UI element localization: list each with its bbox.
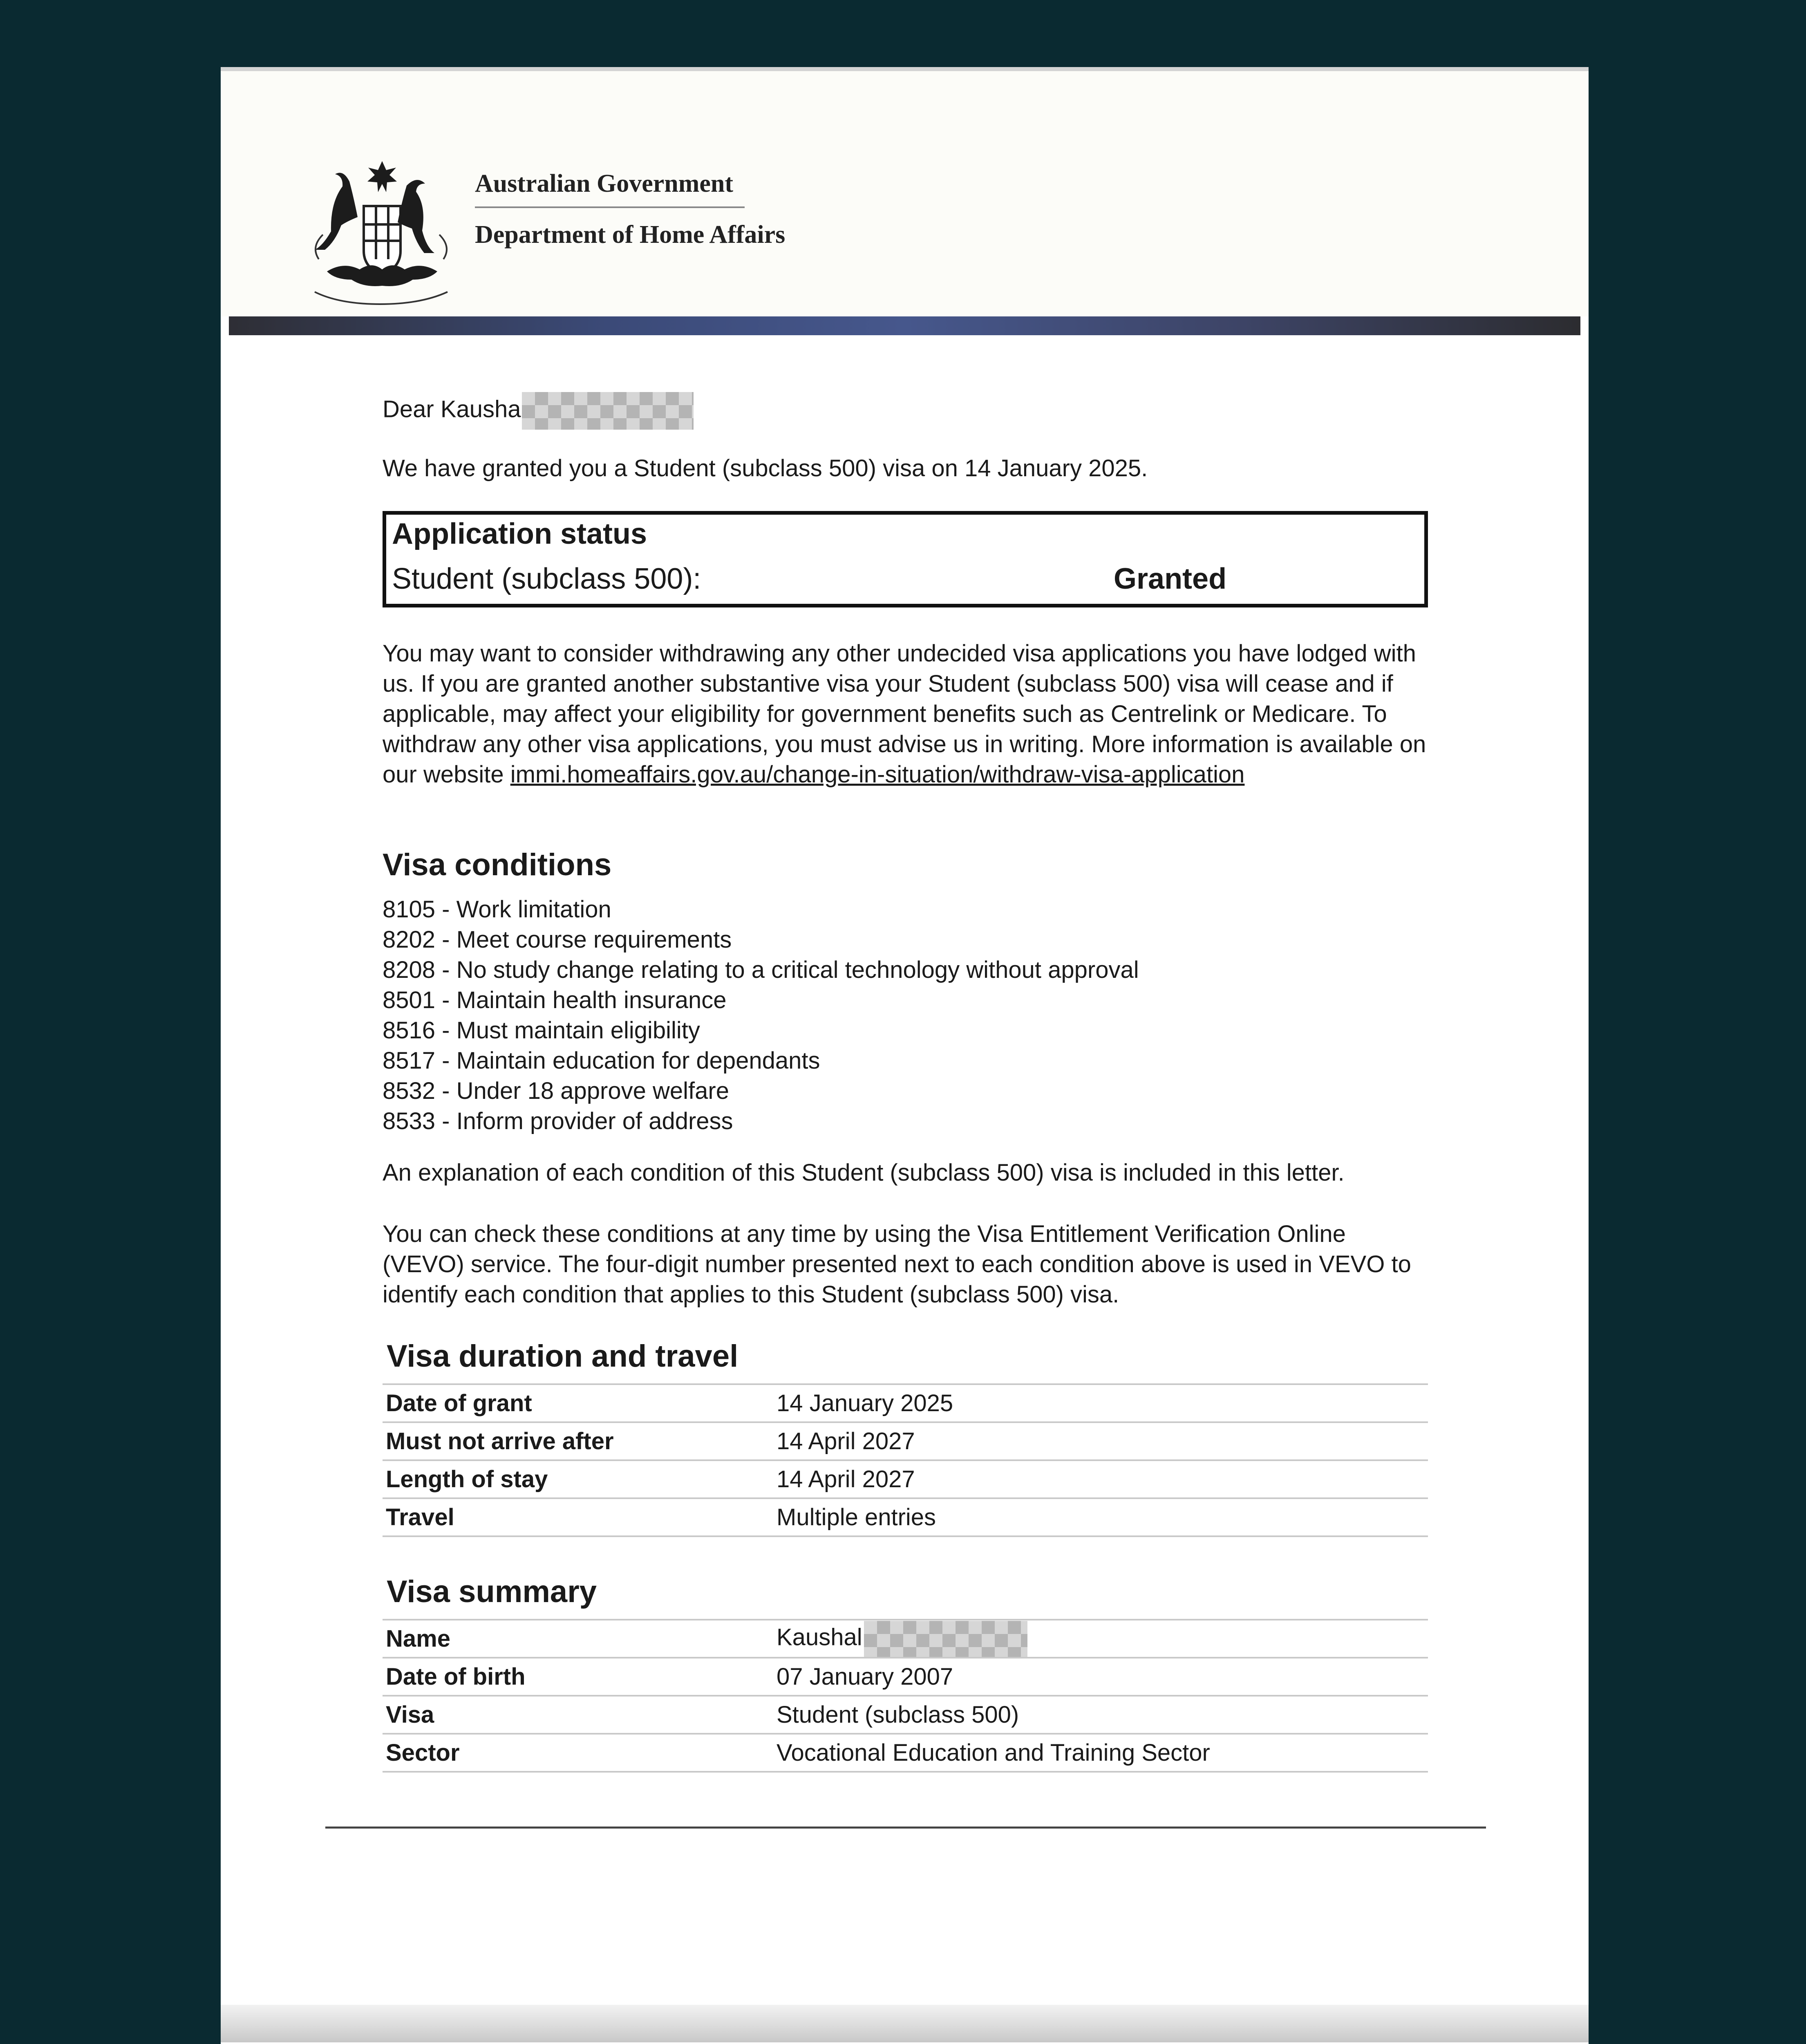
condition-item: 8208 - No study change relating to a critical technology without approval xyxy=(383,957,1139,983)
greeting-text: Dear Kausha xyxy=(383,396,521,423)
page-end-rule xyxy=(325,1827,1486,1829)
condition-item: 8533 - Inform provider of address xyxy=(383,1108,733,1134)
letter-page-1 xyxy=(221,67,1589,2005)
vevo-paragraph: You can check these conditions at any time by using the Visa Entitlement Verification Online (VEVO) service. The four-digit number presented next to each condition above is used in VEVO to identify each condition that applies to this Student (subclass 500) visa. xyxy=(383,1221,1411,1308)
application-status-heading: Application status xyxy=(392,518,647,550)
withdraw-text: You may want to consider withdrawing any other undecided visa applications you have lodged with us. If you are granted another substantive visa your Student (subclass 500) visa will cease and if applicable, may affect your eligibility for government benefits such as Centrelink or Medicare. To withdraw any other visa applications, you must advise us in writing. More information is available on our website xyxy=(383,640,1426,788)
row-label: Date of birth xyxy=(383,1658,773,1696)
row-label: Sector xyxy=(383,1734,773,1772)
visa-conditions-list xyxy=(383,894,1139,1136)
table-row xyxy=(383,1498,1428,1536)
table-row xyxy=(383,1384,1428,1422)
application-status-label: Student (subclass 500): xyxy=(392,563,701,595)
visa-duration-table xyxy=(383,1383,1428,1537)
row-value: Multiple entries xyxy=(773,1498,1428,1536)
condition-item: 8501 - Maintain health insurance xyxy=(383,987,727,1013)
page-separator xyxy=(221,2005,1589,2042)
condition-item: 8532 - Under 18 approve welfare xyxy=(383,1078,729,1104)
row-value: 14 January 2025 xyxy=(773,1384,1428,1422)
visa-summary-table xyxy=(383,1619,1428,1773)
row-label: Visa xyxy=(383,1696,773,1734)
table-row xyxy=(383,1620,1428,1658)
withdraw-paragraph xyxy=(383,639,1429,790)
table-row xyxy=(383,1696,1428,1734)
row-label: Must not arrive after xyxy=(383,1422,773,1460)
greeting xyxy=(383,392,694,430)
row-value: Vocational Education and Training Sector xyxy=(773,1734,1428,1772)
visa-duration-heading: Visa duration and travel xyxy=(387,1339,739,1374)
condition-item: 8517 - Maintain education for dependants xyxy=(383,1047,820,1074)
row-label: Length of stay xyxy=(383,1460,773,1498)
letterhead-divider xyxy=(475,206,745,208)
application-status-box xyxy=(383,511,1428,607)
row-label: Travel xyxy=(383,1498,773,1536)
row-value: 07 January 2007 xyxy=(773,1658,1428,1696)
table-row xyxy=(383,1460,1428,1498)
row-value: 14 April 2027 xyxy=(773,1422,1428,1460)
visa-summary-heading: Visa summary xyxy=(387,1574,597,1609)
visa-conditions-heading: Visa conditions xyxy=(383,847,612,882)
department-name: Department of Home Affairs xyxy=(475,221,786,249)
letterhead xyxy=(221,67,1589,316)
conditions-explanation: An explanation of each condition of this Student (subclass 500) visa is included in this letter. xyxy=(383,1159,1345,1186)
redacted-surname xyxy=(522,392,694,430)
condition-item: 8516 - Must maintain eligibility xyxy=(383,1017,700,1044)
letter-page-2 xyxy=(221,2042,1589,2044)
government-name: Australian Government xyxy=(475,170,734,197)
condition-item: 8202 - Meet course requirements xyxy=(383,926,732,953)
row-value: Student (subclass 500) xyxy=(773,1696,1428,1734)
letterhead-band xyxy=(229,316,1580,335)
row-value xyxy=(773,1620,1428,1658)
coat-of-arms-icon xyxy=(302,137,460,320)
row-label: Name xyxy=(383,1620,773,1658)
application-status-value: Granted xyxy=(1114,563,1227,595)
name-value: Kaushal xyxy=(777,1623,862,1650)
withdraw-link[interactable]: immi.homeaffairs.gov.au/change-in-situation/withdraw-visa-application xyxy=(510,761,1245,788)
grant-sentence: We have granted you a Student (subclass 500) visa on 14 January 2025. xyxy=(383,455,1148,482)
table-row xyxy=(383,1658,1428,1696)
row-value: 14 April 2027 xyxy=(773,1460,1428,1498)
page-top-edge xyxy=(221,67,1589,71)
table-row xyxy=(383,1734,1428,1772)
table-row xyxy=(383,1422,1428,1460)
condition-item: 8105 - Work limitation xyxy=(383,896,611,923)
row-label: Date of grant xyxy=(383,1384,773,1422)
redacted-surname xyxy=(864,1621,1027,1657)
